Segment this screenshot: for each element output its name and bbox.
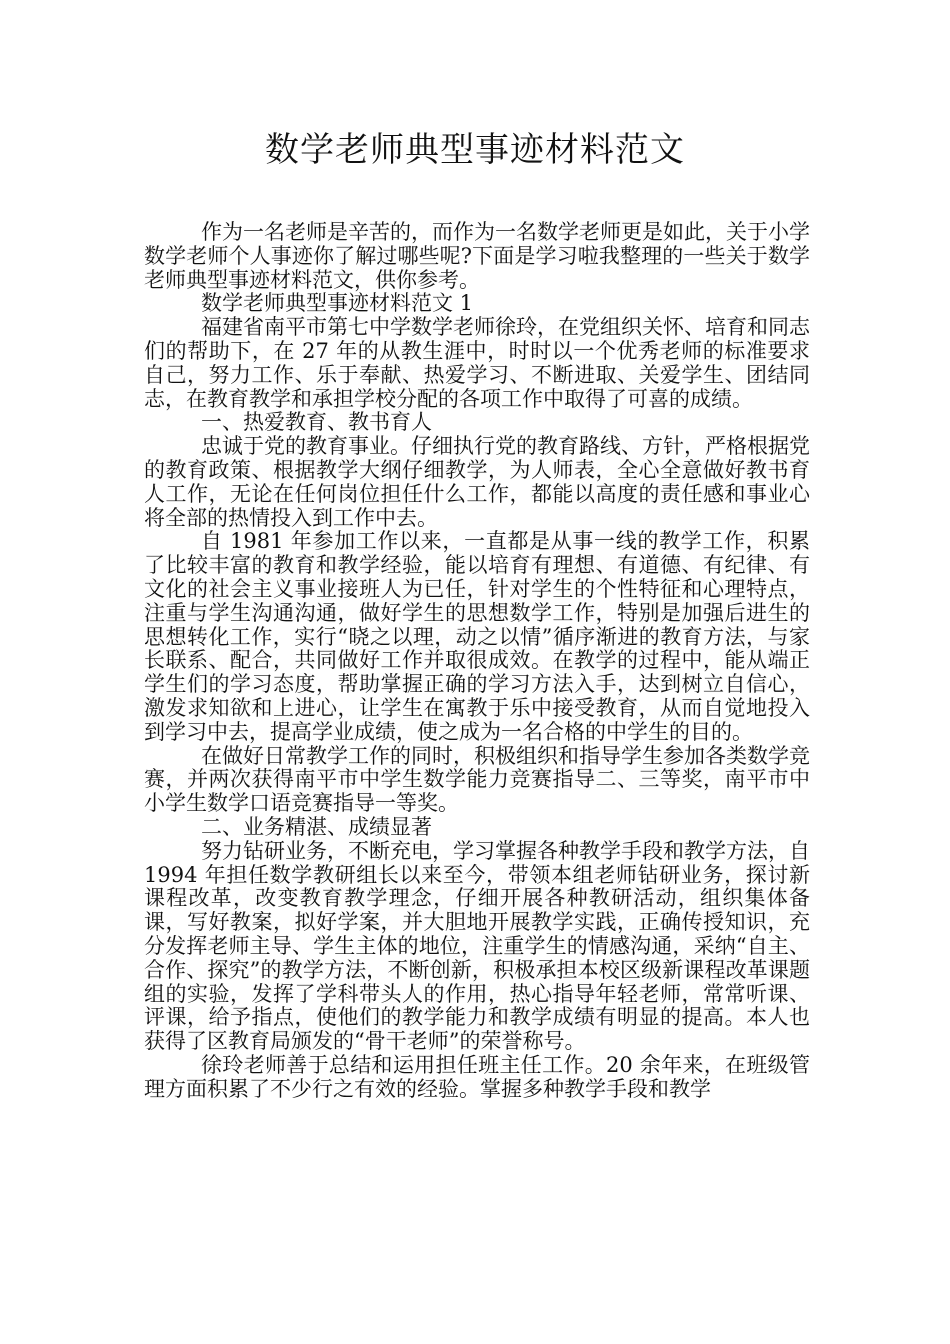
body-paragraph: 忠诚于党的教育事业。仔细执行党的教育路线、方针，严格根据党的教育政策、根据教学大纲仔细教学，为人师表，全心全意做好教书育人工作，无论在任何岗位担任什么工作，都能以高度的责任感和事业心将全部的热情投入到工作中去。 <box>144 434 810 530</box>
body-paragraph: 福建省南平市第七中学数学老师徐玲，在党组织关怀、培育和同志们的帮助下，在 27 年的从教生涯中，时时以一个优秀老师的标准要求自己，努力工作、乐于奉献、热爱学习、不断进取、关爱学生、团结同志，在教育教学和承担学校分配的各项工作中取得了可喜的成绩。 <box>144 315 810 411</box>
section-heading-example-1: 数学老师典型事迹材料范文 1 <box>201 291 474 316</box>
section-heading-2: 二、业务精湛、成绩显著 <box>201 814 432 839</box>
document-body <box>144 221 810 1101</box>
body-paragraph: 自 1981 年参加工作以来，一直都是从事一线的教学工作，积累了比较丰富的教育和教学经验，能以培育有理想、有道德、有纪律、有文化的社会主义事业接班人为已任，针对学生的个性特征和心理特点，注重与学生沟通沟通，做好学生的思想数学工作，特别是加强后进生的思想转化工作，实行“晓之以理，动之以情”循序渐进的教育方法，与家长联系、配合，共同做好工作并取很成效。在教学的过程中，能从端正学生们的学习态度，帮助掌握正确的学习方法入手，达到树立自信心，激发求知欲和上进心，让学生在寓教于乐中接受教育，从而自觉地投入到学习中去，提高学业成绩，使之成为一名合格的中学生的目的。 <box>144 529 810 744</box>
document-title: 数学老师典型事迹材料范文 <box>265 130 685 170</box>
intro-paragraph: 作为一名老师是辛苦的，而作为一名数学老师更是如此，关于小学数学老师个人事迹你了解过哪些呢?下面是学习啦我整理的一些关于数学老师典型事迹材料范文，供你参考。 <box>144 220 810 292</box>
body-paragraph: 努力钻研业务，不断充电，学习掌握各种教学手段和教学方法，自 1994 年担任数学教研组长以来至今，带领本组老师钻研业务，探讨新课程改革，改变教育教学理念，仔细开展各种教研活动，组织集体备课，写好教案，拟好学案，并大胆地开展教学实践，正确传授知识，充分发挥老师主导、学生主体的地位，注重学生的情感沟通，采纳“自主、合作、探究”的教学方法，不断创新，积极承担本校区级新课程改革课题组的实验，发挥了学科带头人的作用，热心指导年轻老师，常常听课、评课，给予指点，使他们的教学能力和教学成绩有明显的提高。本人也获得了区教育局颁发的“骨干老师”的荣誉称号。 <box>144 838 810 1054</box>
body-paragraph: 在做好日常教学工作的同时，积极组织和指导学生参加各类数学竞赛，并两次获得南平市中学生数学能力竞赛指导二、三等奖，南平市中小学生数学口语竞赛指导一等奖。 <box>144 743 810 816</box>
body-paragraph: 徐玲老师善于总结和运用担任班主任工作。20 余年来，在班级管理方面积累了不少行之有效的经验。掌握多种教学手段和教学 <box>144 1052 810 1101</box>
section-heading-1: 一、热爱教育、教书育人 <box>201 410 432 435</box>
